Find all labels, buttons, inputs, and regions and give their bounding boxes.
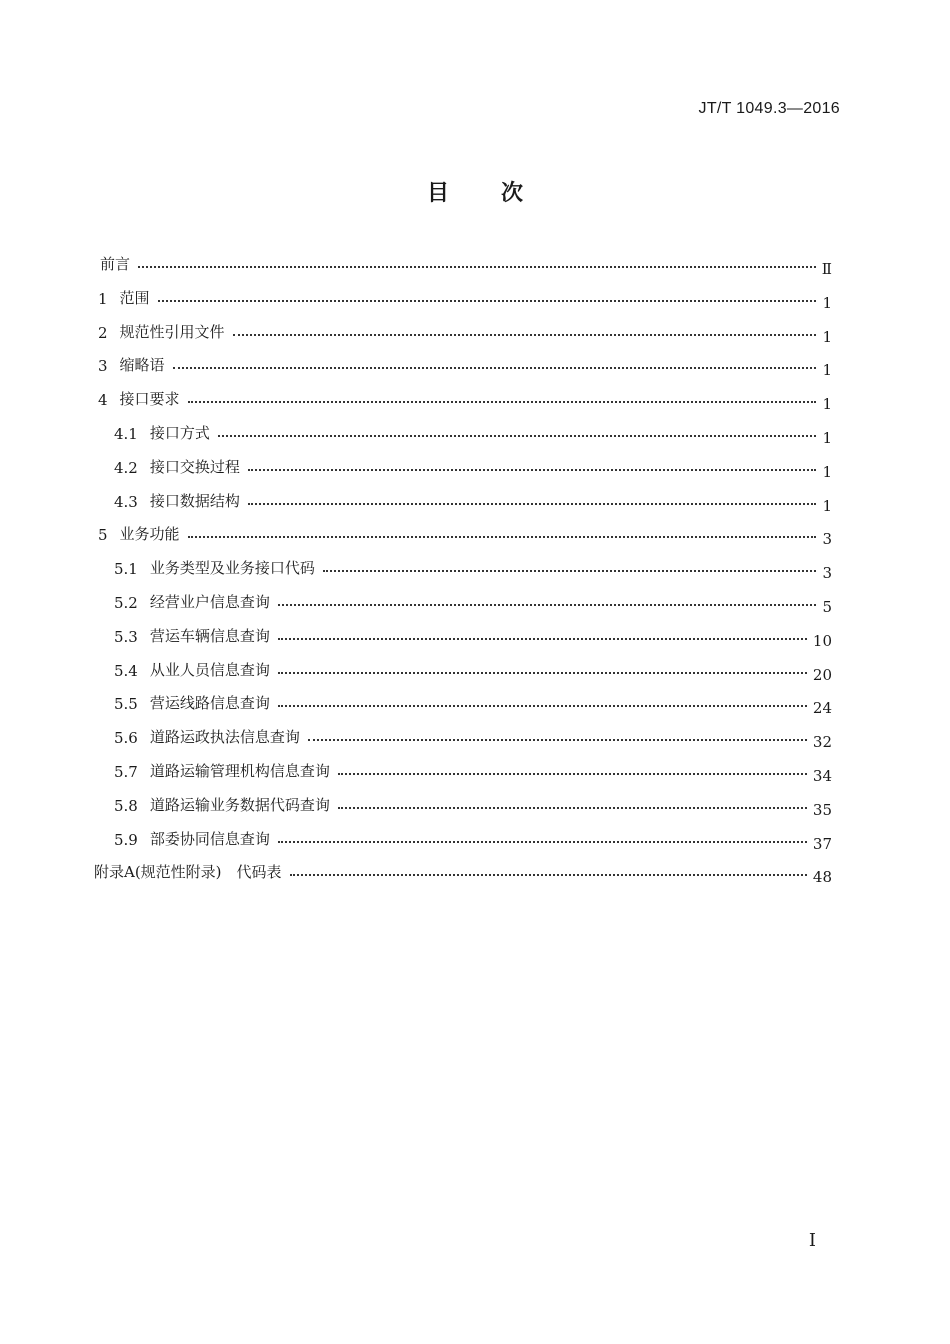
toc-entry-page: 48 <box>812 868 832 887</box>
toc-entry-label: 部委协同信息查询 <box>149 829 270 848</box>
toc-entry-label: 接口数据结构 <box>149 491 240 510</box>
toc-title-char-1: 目 <box>426 181 449 206</box>
toc-entry-label: 道路运政执法信息查询 <box>149 728 300 747</box>
toc-entry-number: 4.1 <box>114 425 138 443</box>
toc-leader-dots <box>338 807 807 809</box>
toc-entry-page: 1 <box>822 462 832 481</box>
toc-entry-number: 4 <box>98 391 108 410</box>
toc-entry[interactable] <box>114 757 832 785</box>
toc-entry-page: 3 <box>822 530 832 549</box>
toc-entry[interactable] <box>98 351 832 380</box>
toc-leader-dots <box>323 570 817 572</box>
toc-entry-page: 10 <box>812 631 832 650</box>
toc-entry-label: 道路运输业务数据代码查询 <box>149 795 330 814</box>
toc-entry-label: 前言 <box>100 255 131 273</box>
toc-entry-number: 5 <box>98 526 108 545</box>
toc-entry-page: 1 <box>822 361 832 380</box>
toc-entry-label: 业务功能 <box>119 525 180 544</box>
toc-entry-number: 1 <box>98 289 108 308</box>
toc-entry-page: Ⅱ <box>821 260 832 278</box>
toc-entry[interactable] <box>114 554 832 583</box>
toc-entry-label: 经营业户信息查询 <box>149 593 270 611</box>
toc-entry-page: 37 <box>812 834 832 853</box>
page-number: I <box>808 1230 816 1251</box>
toc-leader-dots <box>188 401 817 403</box>
toc-entry[interactable] <box>114 825 832 853</box>
toc-title <box>0 176 950 207</box>
toc-entry[interactable] <box>114 689 832 718</box>
toc-entry-label: 营运线路信息查询 <box>149 694 270 713</box>
toc-leader-dots <box>233 334 817 336</box>
toc-entry-number: 5.8 <box>114 796 138 815</box>
toc-entry-number: 5.5 <box>114 695 138 714</box>
toc-entry-number: 3 <box>98 357 108 376</box>
toc-leader-dots <box>188 536 817 538</box>
toc-entry-number: 5.9 <box>114 830 138 849</box>
toc-entry-page: 34 <box>812 767 832 785</box>
toc-entry[interactable] <box>98 318 832 346</box>
toc-entry-number: 5.4 <box>114 661 138 680</box>
toc-entry-label: 从业人员信息查询 <box>149 660 270 679</box>
toc-entry[interactable] <box>98 385 832 414</box>
toc-entry[interactable] <box>114 487 832 515</box>
toc-entry-number: 5.1 <box>114 560 138 579</box>
toc-entry-page: 32 <box>812 733 832 752</box>
toc-leader-dots <box>138 266 816 268</box>
toc-entry-page: 1 <box>822 327 832 346</box>
toc-leader-dots <box>278 705 807 707</box>
toc-leader-dots <box>218 435 817 437</box>
toc-leader-dots <box>248 469 817 471</box>
toc-entry-label: 范围 <box>119 288 150 307</box>
toc-entry[interactable] <box>114 419 832 447</box>
toc-entry-label: 缩略语 <box>119 356 165 375</box>
document-code: JT/T 1049.3—2016 <box>698 100 840 117</box>
toc-entry-number: 2 <box>98 323 108 342</box>
toc-leader-dots <box>278 672 807 674</box>
toc-title-char-2: 次 <box>501 181 524 206</box>
toc-entry-page: 1 <box>822 496 832 515</box>
toc-entry-page: 3 <box>822 564 832 583</box>
toc-entry-label: 业务类型及业务接口代码 <box>149 559 315 578</box>
toc-entry-label: 附录A(规范性附录) 代码表 <box>94 863 282 882</box>
toc-entry-number: 5.2 <box>114 594 138 612</box>
toc-entry[interactable] <box>98 520 832 549</box>
toc-entry[interactable] <box>98 284 832 312</box>
toc-entry[interactable] <box>114 723 832 752</box>
toc-entry[interactable] <box>114 588 832 616</box>
toc-entry-page: 1 <box>822 429 832 447</box>
toc-entry-label: 营运车辆信息查询 <box>149 626 270 645</box>
toc-entry-number: 5.7 <box>114 763 138 781</box>
toc-leader-dots <box>158 300 817 302</box>
toc-leader-dots <box>278 841 807 843</box>
toc-entry[interactable] <box>114 656 832 684</box>
toc-entry-number: 5.3 <box>114 627 138 646</box>
toc-leader-dots <box>290 874 807 876</box>
toc-entry[interactable] <box>114 453 832 481</box>
toc-entry-number: 4.2 <box>114 458 138 477</box>
toc-entry-page: 1 <box>822 395 832 414</box>
toc-entry[interactable] <box>94 858 832 887</box>
toc-leader-dots <box>338 773 807 775</box>
toc-entry-number: 4.3 <box>114 492 138 511</box>
toc-entry-page: 5 <box>822 598 832 616</box>
toc-entry-label: 接口方式 <box>149 424 210 442</box>
toc-entry-label: 接口交换过程 <box>149 457 240 476</box>
toc-leader-dots <box>278 604 817 606</box>
toc-leader-dots <box>248 503 817 505</box>
toc-entry-label: 接口要求 <box>119 390 180 409</box>
toc-leader-dots <box>308 739 807 741</box>
toc-leader-dots <box>278 638 807 640</box>
toc-entry-page: 35 <box>812 800 832 819</box>
toc-entry[interactable] <box>114 791 832 819</box>
toc-entry-page: 1 <box>822 293 832 312</box>
toc-entry[interactable] <box>114 622 832 650</box>
toc-entry-page: 24 <box>812 699 832 718</box>
toc-entry-label: 规范性引用文件 <box>119 322 225 341</box>
toc-entry-number: 5.6 <box>114 729 138 748</box>
toc-leader-dots <box>173 367 817 369</box>
toc-entry[interactable] <box>100 250 832 278</box>
toc-entry-page: 20 <box>812 665 832 684</box>
toc-entry-label: 道路运输管理机构信息查询 <box>149 762 330 780</box>
